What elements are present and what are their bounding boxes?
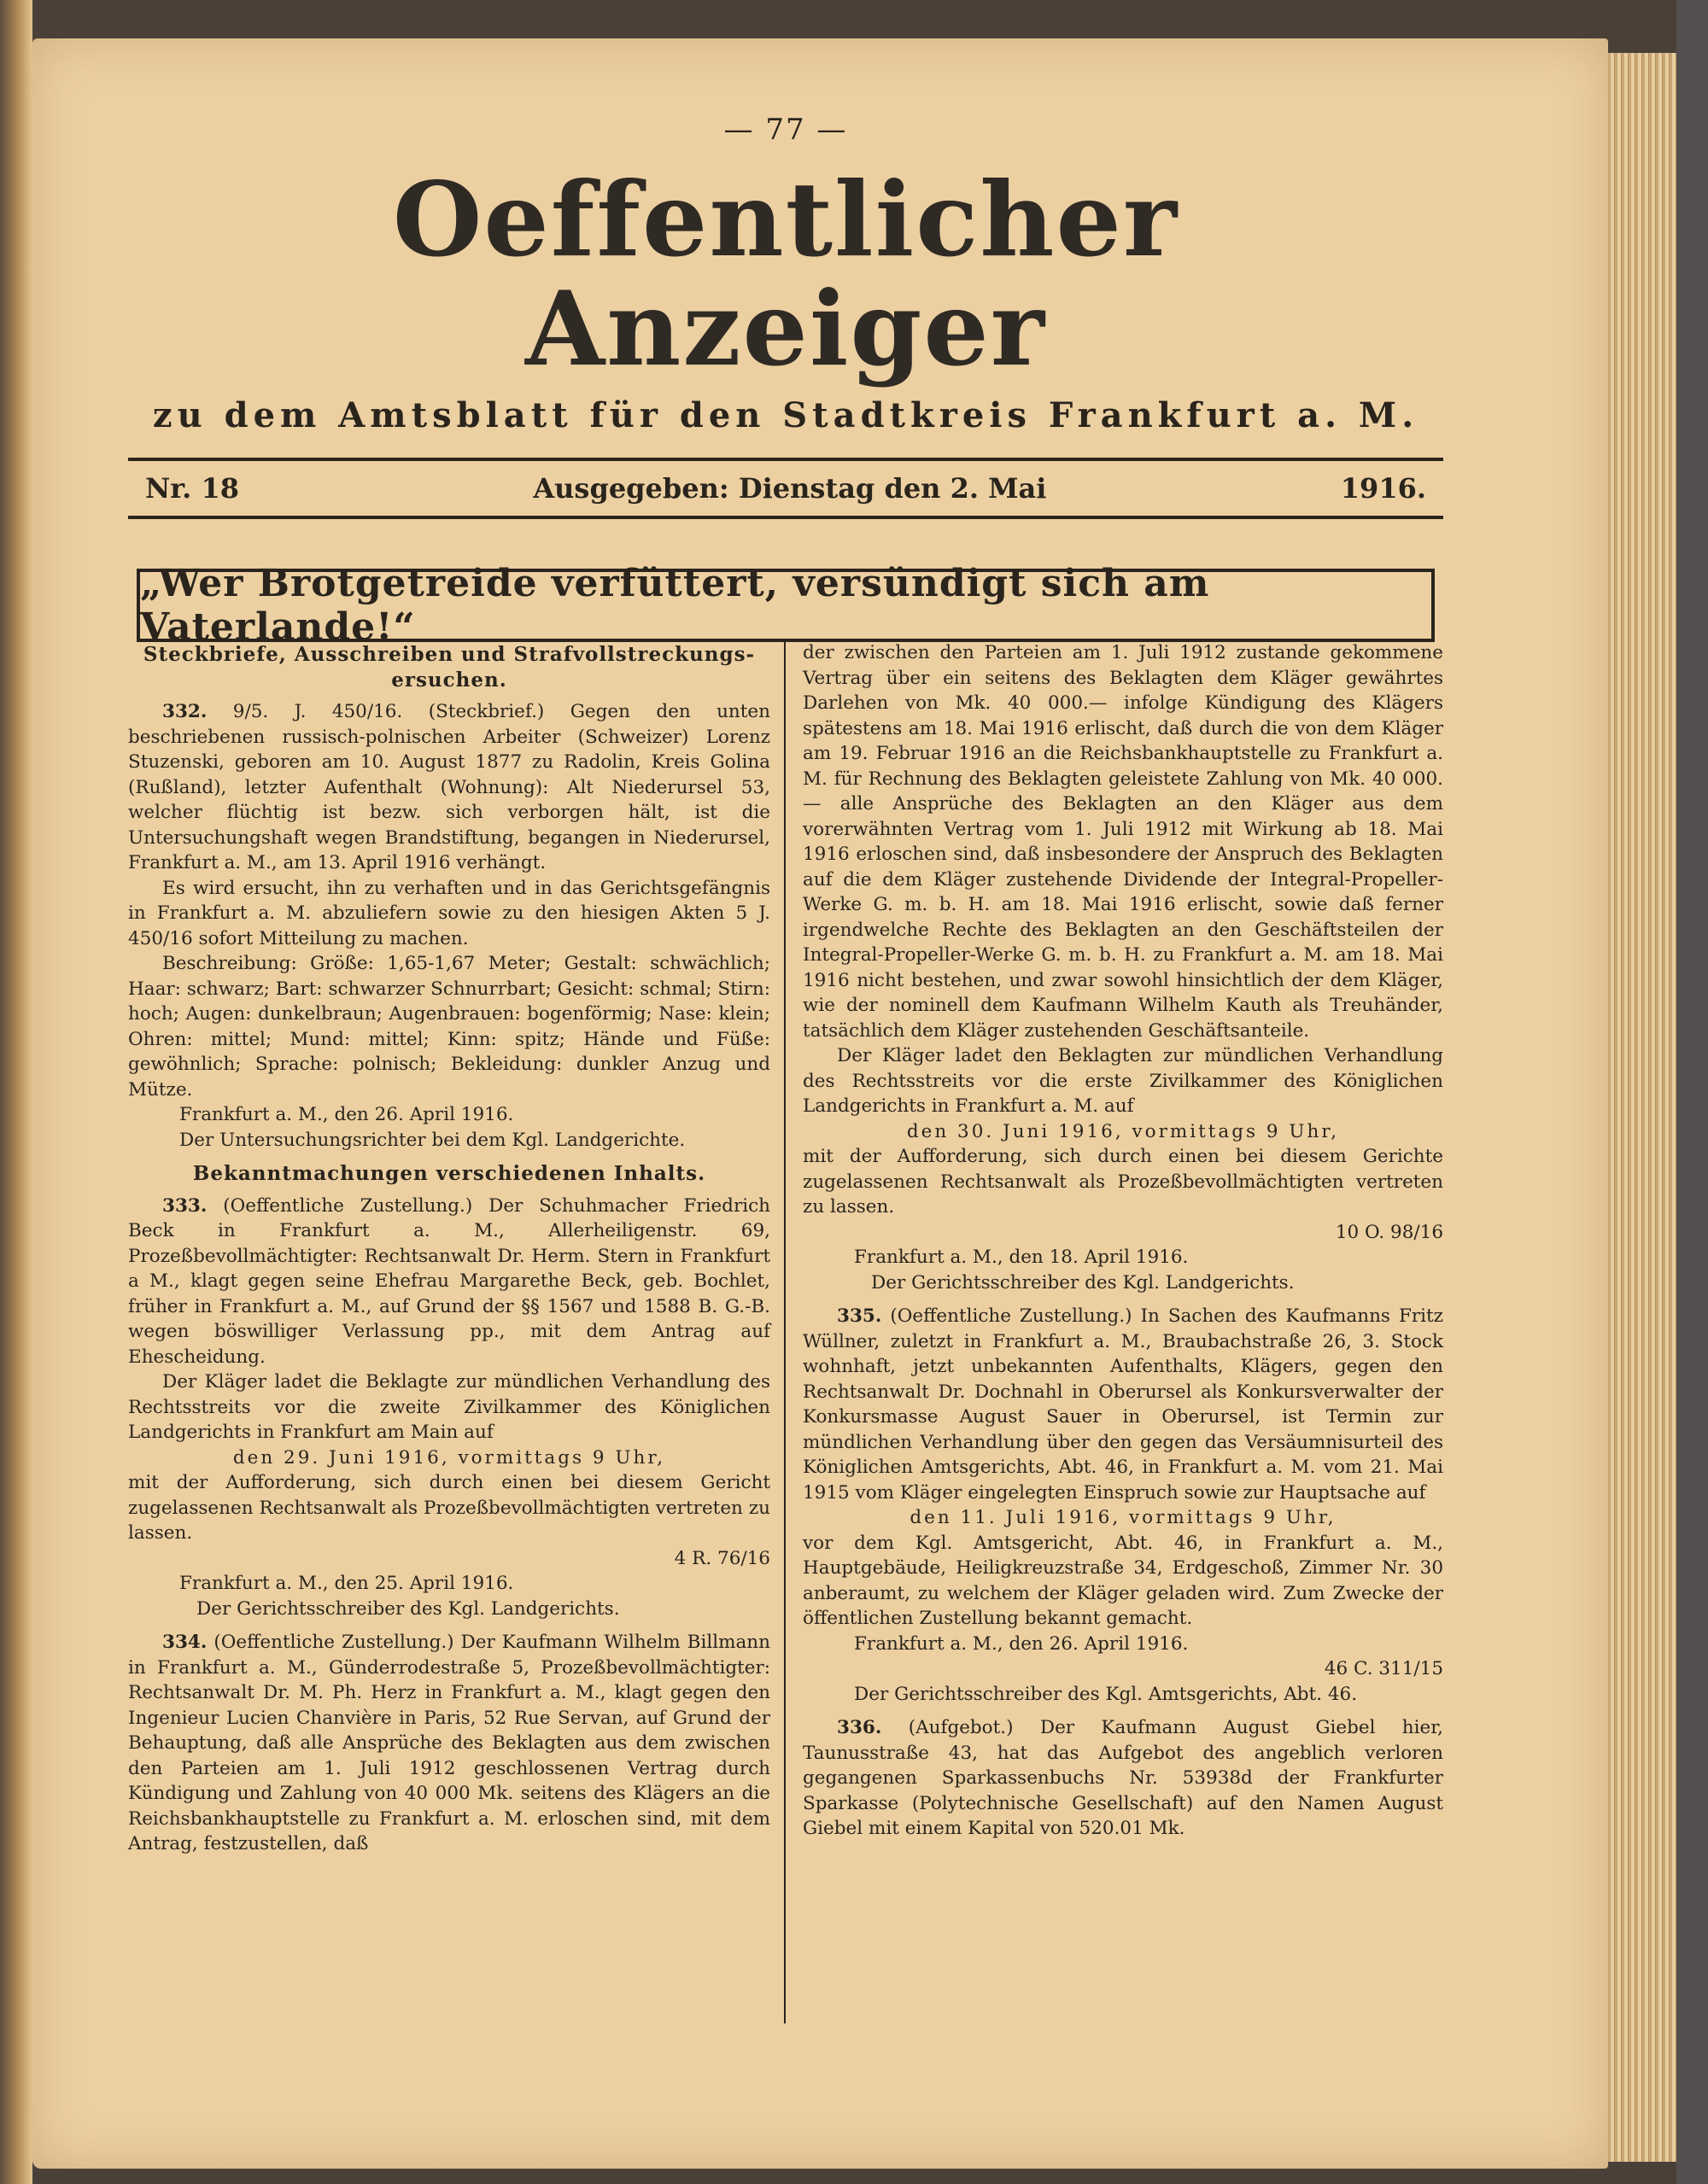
entry-332-number: 332.: [162, 701, 208, 722]
entry-334-date-term: den 30. Juni 1916, vormittags 9 Uhr,: [906, 1120, 1340, 1142]
entry-332-request: Es wird ersucht, ihn zu verhaften und in das Gerichtsgefängnis in Frankfurt a. M. abzuliefern sowie zu den hiesigen Akten 5 J. 450/16 sofort Mitteilung zu machen.: [128, 877, 770, 949]
entry-333-text: [128, 1194, 770, 1370]
left-column: [128, 640, 786, 2023]
section-heading-warrants: Steckbriefe, Ausschreiben und Strafvollstreckungs-ersuchen.: [143, 643, 756, 692]
entry-334-signature: Der Gerichtsschreiber des Kgl. Landgerichts.: [871, 1271, 1295, 1293]
entry-336-number: 336.: [837, 1717, 882, 1738]
entry-333-summons: Der Kläger ladet die Beklagte zur mündlichen Verhandlung des Rechtsstreits vor die zweite Zivilkammer des Königlichen Landgerichts in Frankfurt am Main auf: [128, 1371, 770, 1443]
entry-333-signature: Der Gerichtsschreiber des Kgl. Landgerichts.: [196, 1597, 620, 1620]
right-column: [786, 640, 1443, 2023]
book-cover-right: [1676, 0, 1708, 2184]
entry-335-reference: 46 C. 311/15: [1324, 1658, 1443, 1679]
entry-334-date: Frankfurt a. M., den 18. April 1916.: [854, 1247, 1189, 1268]
page-number: — 77 —: [723, 113, 848, 147]
slogan-text: „Wer Brotgetreide verfüttert, versündigt sich am Vaterlande!“: [140, 562, 1210, 649]
entry-333-request: mit der Aufforderung, sich durch einen bei diesem Gericht zugelassenen Rechtsanwalt als Prozeßbevollmächtigten vertreten zu lassen.: [128, 1472, 770, 1544]
entry-334-number: 334.: [162, 1632, 208, 1653]
entry-333-date: Frankfurt a. M., den 25. April 1916.: [179, 1573, 514, 1594]
entry-334-body: (Oeffentliche Zustellung.) Der Kaufmann Wilhelm Billmann in Frankfurt a. M., Günderrodestraße 5, Prozeßbevollmächtigter: Rechtsanwalt Dr. M. Ph. Herz in Frankfurt a. M., klagt gegen den Ingenieur Lucien Chanvière in Paris, 52 Rue Servan, auf Grund der Behauptung, daß alle Ansprüche des Beklagten aus dem zwischen den Parteien am 1. Juli 1912 geschlossenen Vertrag durch Kündigung und Zahlung von 40 000 Mk. seitens des Klägers an die Reichsbankhauptstelle zu Frankfurt a. M. erloschen sind, mit dem Antrag, festzustellen, daß: [128, 1632, 770, 1854]
masthead-title: Oeffentlicher Anzeiger: [392, 160, 1179, 389]
section-heading-notices: Bekanntmachungen verschiedenen Inhalts.: [192, 1162, 706, 1185]
entry-333-date-term: den 29. Juni 1916, vormittags 9 Uhr,: [232, 1446, 666, 1469]
entry-332-body: 9/5. J. 450/16. (Steckbrief.) Gegen den unten beschriebenen russisch-polnischen Arbeiter (Schweizer) Lorenz Stuzenski, geboren am 10. August 1877 zu Radolin, Kreis Golina (Rußland), letzter Aufenthalt (Wohnung): Alt Niederursel 53, welcher flüchtig ist bezw. sich verborgen hält, ist die Untersuchungshaft wegen Brandstiftung, begangen in Niederursel, Frankfurt a. M., am 13. April 1916 verhängt.: [128, 701, 770, 873]
issue-year: 1916.: [1340, 472, 1426, 505]
entry-334-continued: der zwischen den Parteien am 1. Juli 1912 zustande gekommene Vertrag über ein seitens des Beklagten dem Kläger gewährtes Darlehen von Mk. 40 000.— infolge Kündigung des Klägers spätestens am 18. Mai 1916 erlischt, daß durch die von dem Kläger am 19. Februar 1916 an die Reichsbankhauptstelle zu Frankfurt a. M. für Rechnung des Beklagten geleistete Zahlung von Mk. 40 000.— alle Ansprüche des Beklagten an den Kläger aus dem vorerwähnten Vertrag vom 1. Juli 1912 mit Wirkung ab 18. Mai 1916 erloschen sind, daß insbesondere der Anspruch des Beklagten auf die dem Kläger zustehende Dividende der Integral-Propeller-Werke G. m. b. H. am 18. Mai 1916 erlischt, sowie daß ferner irgendwelche Rechte des Beklagten an den Geschäftsteilen der Integral-Propeller-Werke G. m. b. H. zu Frankfurt a. M. am 18. Mai 1916 nicht bestehen, und zwar sowohl hinsichtlich der dem Kläger, wie der nominell dem Kaufmann Wilhelm Kauth als Treuhänder, tatsächlich dem Kläger zustehenden Geschäftsanteile.: [803, 642, 1443, 1042]
page-content: [128, 111, 1443, 2023]
entry-334-text: [128, 1630, 770, 1857]
entry-335-date: Frankfurt a. M., den 26. April 1916.: [854, 1632, 1189, 1655]
entry-336-body: (Aufgebot.) Der Kaufmann August Giebel hier, Taunusstraße 43, hat das Aufgebot des angeblich verloren gegangenen Sparkassenbuchs Nr. 53938d der Frankfurter Sparkasse (Polytechnische Gesellschaft) auf den Namen August Giebel mit einem Kapital von 520.01 Mk.: [803, 1717, 1443, 1839]
entry-332-description: Beschreibung: Größe: 1,65-1,67 Meter; Gestalt: schwächlich; Haar: schwarz; Bart: schwarzer Schnurrbart; Gesicht: schmal; Stirn: hoch; Augen: dunkelbraun; Augenbrauen: bogenförmig; Nase: klein; Ohren: mittel; Mund: mittel; Kinn: spitz; Hände und Füße: gewöhnlich; Sprache: polnisch; Bekleidung: dunkler Anzug und Mütze.: [128, 953, 770, 1101]
entry-334-reference: 10 O. 98/16: [1335, 1221, 1443, 1243]
masthead-subtitle: zu dem Amtsblatt für den Stadtkreis Frankfurt a. M.: [152, 395, 1419, 435]
page-stack-edges: [1608, 53, 1676, 2162]
entry-332-text: [128, 699, 770, 876]
entry-333-number: 333.: [162, 1194, 208, 1217]
issue-line: [128, 458, 1443, 519]
entry-333-body: (Oeffentliche Zustellung.) Der Schuhmacher Friedrich Beck in Frankfurt a. M., Allerheiligenstr. 69, Prozeßbevollmächtigter: Rechtsanwalt Dr. Herm. Stern in Frankfurt a M., klagt gegen seine Ehefrau Margarethe Beck, geb. Bochlet, früher in Frankfurt a. M., auf Grund der §§ 1567 und 1588 B. G.-B. wegen böswilliger Verlassung pp., mit dem Antrag auf Ehescheidung.: [128, 1194, 770, 1368]
entry-332-date: Frankfurt a. M., den 26. April 1916.: [179, 1104, 514, 1125]
slogan-box: [137, 562, 1435, 649]
entry-336-text: [803, 1715, 1443, 1842]
entry-335-date-term: den 11. Juli 1916, vormittags 9 Uhr,: [910, 1507, 1337, 1528]
entry-334-summons: Der Kläger ladet den Beklagten zur mündlichen Verhandlung des Rechtsstreits vor die erste Zivilkammer des Königlichen Landgerichts in Frankfurt a. M. auf: [803, 1045, 1443, 1117]
entry-335-text: [803, 1304, 1443, 1505]
entry-335-number: 335.: [837, 1305, 882, 1327]
entry-335-body: (Oeffentliche Zustellung.) In Sachen des Kaufmanns Fritz Wüllner, zuletzt in Frankfurt a. M., Braubachstraße 26, 3. Stock wohnhaft, jetzt unbekannten Aufenthalts, Klägers, gegen den Rechtsanwalt Dr. Dochnahl in Oberursel als Konkursverwalter der Konkursmasse August Sauer in Oberursel, ist Termin zur mündlichen Verhandlung über den gegen das Versäumnisurteil des Königlichen Amtsgerichts, Abt. 46, in Frankfurt a. M. vom 21. Mai 1915 vom Kläger eingelegten Einspruch sowie zur Hauptsache auf: [803, 1305, 1443, 1504]
book-spine-left: [0, 0, 32, 2184]
entry-334-request: mit der Aufforderung, sich durch einen bei diesem Gerichte zugelassenen Rechtsanwalt als Prozeßbevollmächtigten vertreten zu lassen.: [803, 1146, 1443, 1218]
issue-date: Ausgegeben: Dienstag den 2. Mai: [533, 472, 1047, 505]
entry-335-signature: Der Gerichtsschreiber des Kgl. Amtsgerichts, Abt. 46.: [854, 1683, 1358, 1705]
text-columns: [128, 640, 1443, 2023]
entry-333-reference: 4 R. 76/16: [674, 1547, 770, 1569]
issue-number: Nr. 18: [145, 472, 239, 505]
entry-332-signature: Der Untersuchungsrichter bei dem Kgl. Landgerichte.: [179, 1129, 686, 1151]
entry-335-venue: vor dem Kgl. Amtsgericht, Abt. 46, in Frankfurt a. M., Hauptgebäude, Heiligkreuzstraße 34, Erdgeschoß, Zimmer Nr. 30 anberaumt, zu welchem der Kläger geladen wird. Zum Zwecke der öffentlichen Zustellung bekannt gemacht.: [803, 1532, 1443, 1629]
